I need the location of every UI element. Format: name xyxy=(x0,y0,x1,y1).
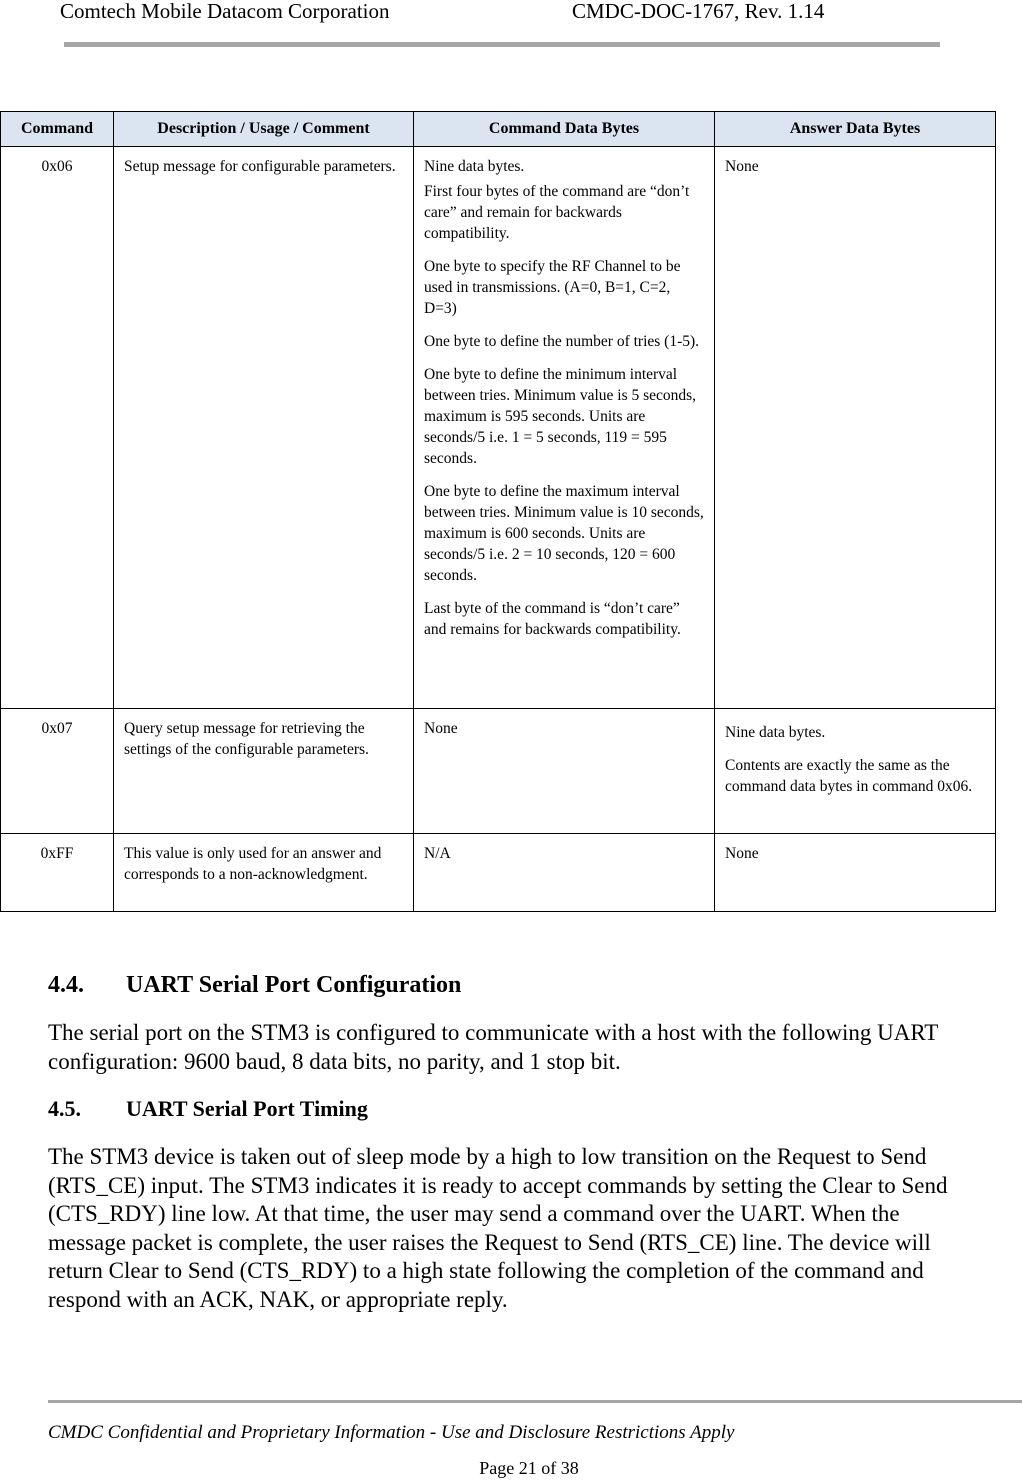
section-heading-4-4 xyxy=(48,972,461,999)
command-data-line: One byte to define the minimum interval between tries. Minimum value is 5 seconds, maximum is 595 seconds. Units are seconds/5 i.e. 1 = 5 seconds, 119 = 595 seconds. xyxy=(424,366,697,467)
footer-divider xyxy=(48,1400,1022,1403)
section-body-4-5: The STM3 device is taken out of sleep mode by a high to low transition on the Request to Send (RTS_CE) input. The STM3 indicates it is ready to accept commands by setting the Clear to Send (CTS_RDY) line low. At that time, the user may send a command over the UART. When the message packet is complete, the user raises the Request to Send (RTS_CE) line. The device will return Clear to Send (CTS_RDY) to a high state following the completion of the command and respond with an ACK, NAK, or appropriate reply. xyxy=(48,1144,948,1312)
command-data-line: N/A xyxy=(424,845,451,862)
table-row xyxy=(1,709,996,834)
command-table xyxy=(0,111,996,912)
table-row xyxy=(1,147,996,709)
command-data-line: One byte to specify the RF Channel to be used in transmissions. (A=0, B=1, C=2, D=3) xyxy=(424,258,681,317)
cell-answer-data xyxy=(715,147,996,709)
cell-description: This value is only used for an answer and corresponds to a non-acknowledgment. xyxy=(114,834,414,912)
header-divider xyxy=(64,42,940,47)
section-number: 4.4. xyxy=(48,972,84,998)
cell-command-data xyxy=(414,834,715,912)
column-header-command-data: Command Data Bytes xyxy=(414,112,715,147)
cell-command-data xyxy=(414,709,715,834)
column-header-answer-data: Answer Data Bytes xyxy=(715,112,996,147)
answer-data-line: None xyxy=(725,845,759,862)
cell-description: Query setup message for retrieving the settings of the configurable parameters. xyxy=(114,709,414,834)
answer-data-line: None xyxy=(725,158,759,175)
section-body-4-4: The serial port on the STM3 is configured to communicate with a host with the following UART configuration: 9600 baud, 8 data bits, no parity, and 1 stop bit. xyxy=(48,1020,938,1074)
page-number: Page 21 of 38 xyxy=(479,1458,579,1478)
header-doc-id: CMDC-DOC-1767, Rev. 1.14 xyxy=(572,0,825,23)
section-number: 4.5. xyxy=(48,1096,81,1121)
footer-confidential-notice: CMDC Confidential and Proprietary Information - Use and Disclosure Restrictions Apply xyxy=(48,1422,735,1443)
page-header xyxy=(0,0,1022,30)
answer-data-line: Nine data bytes. xyxy=(725,724,826,741)
section-heading-4-5 xyxy=(48,1096,368,1122)
cell-description: Setup message for configurable parameters. xyxy=(114,147,414,709)
header-company: Comtech Mobile Datacom Corporation xyxy=(60,0,390,23)
cell-answer-data xyxy=(715,709,996,834)
column-header-description: Description / Usage / Comment xyxy=(114,112,414,147)
cell-command: 0x06 xyxy=(1,147,114,709)
command-data-line: One byte to define the maximum interval between tries. Minimum value is 10 seconds, maximum is 600 seconds. Units are seconds/5 i.e. 2 = 10 seconds, 120 = 600 seconds. xyxy=(424,483,704,584)
table-header-row xyxy=(1,112,996,147)
section-title: UART Serial Port Configuration xyxy=(126,972,462,998)
command-data-line: Last byte of the command is “don’t care” and remains for backwards compatibility. xyxy=(424,600,681,638)
column-header-command: Command xyxy=(1,112,114,147)
cell-answer-data xyxy=(715,834,996,912)
table-row xyxy=(1,834,996,912)
section-title: UART Serial Port Timing xyxy=(126,1096,368,1121)
cell-command: 0xFF xyxy=(1,834,114,912)
cell-command: 0x07 xyxy=(1,709,114,834)
command-data-line: None xyxy=(424,720,458,737)
cell-command-data xyxy=(414,147,715,709)
command-data-line: First four bytes of the command are “don’t care” and remain for backwards compatibility. xyxy=(424,183,690,242)
command-data-line: Nine data bytes. xyxy=(424,158,525,175)
command-data-line: One byte to define the number of tries (1-5). xyxy=(424,333,700,350)
answer-data-line: Contents are exactly the same as the command data bytes in command 0x06. xyxy=(725,757,973,795)
